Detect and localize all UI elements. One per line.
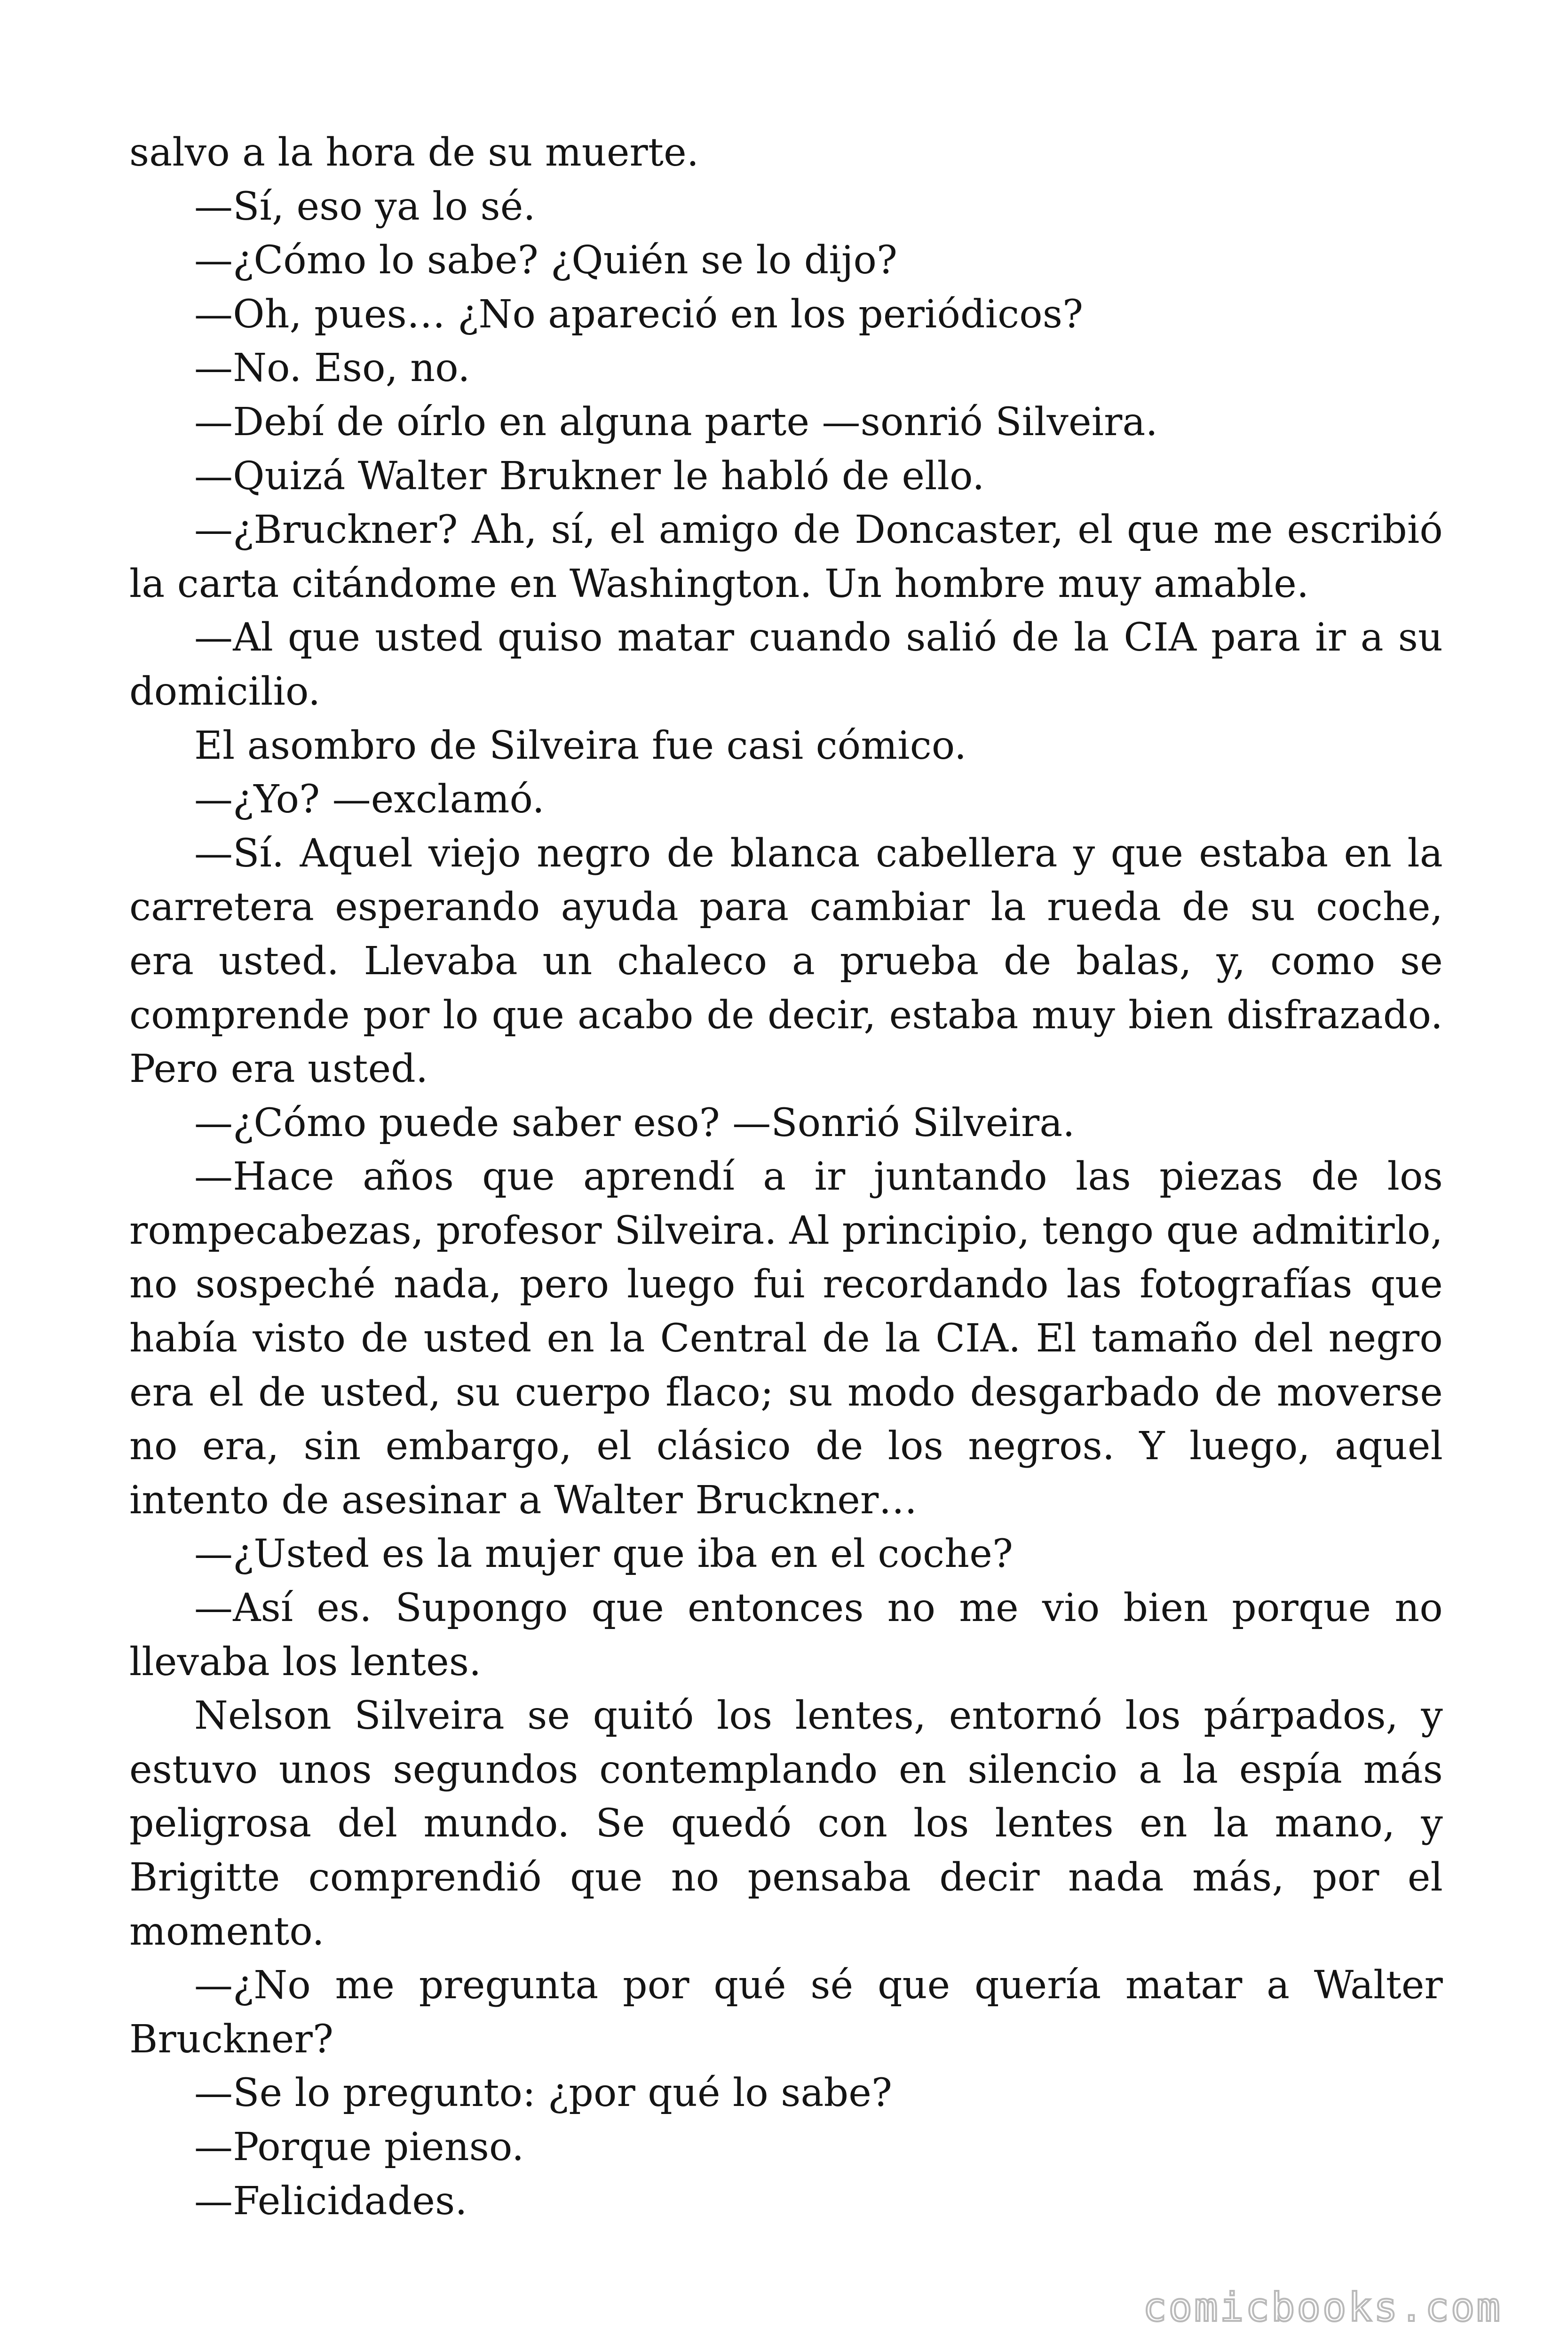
paragraph-21: —Felicidades. (194, 2178, 467, 2224)
paragraph-2: —Sí, eso ya lo sé. (194, 184, 536, 229)
body-text (129, 126, 1443, 2228)
paragraph-12: —Sí. Aquel viejo negro de blanca cabellera y que estaba en la carretera esperando ayuda para cambiar la rueda de su coche, era usted. Llevaba un chaleco a prueba de balas, y, como se comprende por lo que acabo de decir, estaba muy bien disfrazado. Pero era usted. (129, 831, 1443, 1092)
paragraph-15: —¿Usted es la mujer que iba en el coche? (194, 1532, 1014, 1577)
paragraph-19: —Se lo pregunto: ¿por qué lo sabe? (194, 2071, 893, 2116)
paragraph-4: —Oh, pues… ¿No apareció en los periódicos? (194, 292, 1084, 337)
paragraph-16: —Así es. Supongo que entonces no me vio bien porque no llevaba los lentes. (129, 1586, 1443, 1685)
watermark-logo: comicbooks.com (1142, 2284, 1502, 2330)
paragraph-8: —¿Bruckner? Ah, sí, el amigo de Doncaster, el que me escribió la carta citándome en Washington. Un hombre muy amable. (129, 508, 1443, 606)
paragraph-10: El asombro de Silveira fue casi cómico. (194, 723, 967, 768)
paragraph-20: —Porque pienso. (194, 2124, 524, 2169)
paragraph-9: —Al que usted quiso matar cuando salió de la CIA para ir a su domicilio. (129, 615, 1443, 714)
paragraph-7: —Quizá Walter Brukner le habló de ello. (194, 453, 985, 499)
paragraph-11: —¿Yo? —exclamó. (194, 777, 545, 822)
paragraph-1: salvo a la hora de su muerte. (129, 130, 699, 175)
paragraph-3: —¿Cómo lo sabe? ¿Quién se lo dijo? (194, 238, 898, 283)
paragraph-14: —Hace años que aprendí a ir juntando las piezas de los rompecabezas, profesor Silveira. Al principio, tengo que admitirlo, no sospeché nada, pero luego fui recordando las fotografías que había visto de usted en la Central de la CIA. El tamaño del negro era el de usted, su cuerpo flaco; su modo desgarbado de moverse no era, sin embargo, el clásico de los negros. Y luego, aquel intento de asesinar a Walter Bruckner… (129, 1154, 1443, 1523)
paragraph-5: —No. Eso, no. (194, 346, 470, 391)
paragraph-18: —¿No me pregunta por qué sé que quería matar a Walter Bruckner? (129, 1963, 1443, 2062)
paragraph-6: —Debí de oírlo en alguna parte —sonrió Silveira. (194, 399, 1158, 445)
paragraph-13: —¿Cómo puede saber eso? —Sonrió Silveira. (194, 1100, 1075, 1145)
paragraph-17: Nelson Silveira se quitó los lentes, entornó los párpados, y estuvo unos segundos contemplando en silencio a la espía más peligrosa del mundo. Se quedó con los lentes en la mano, y Brigitte comprendió que no pensaba decir nada más, por el momento. (129, 1693, 1443, 1954)
